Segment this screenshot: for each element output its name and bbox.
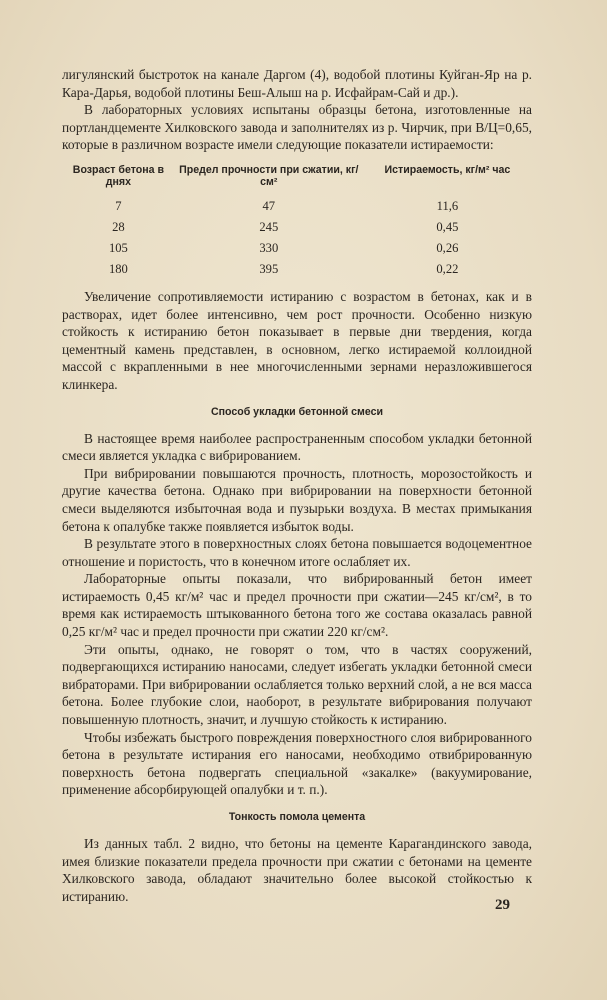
table-row [62, 259, 532, 280]
paragraph: Увеличение сопротивляемости истиранию с возрастом в бетонах, как и в растворах, идет более интенсивно, чем рост прочности. Особенно низкую стойкость к истиранию бетон показывает в первые дни твердения, когда цементный камень представлен, в основном, легко истираемой коллоидной массой с вкрапленными в нее многочисленными зернами неразложившегося клинкера. [62, 288, 532, 392]
paragraph: В результате этого в поверхностных слоях бетона повышается водоцементное отношение и пористость, что в конечном итоге ослабляет их. [62, 536, 532, 569]
paragraph: В лабораторных условиях испытаны образцы бетона, изготовленные на портландцементе Хилковского завода и заполнителях из р. Чирчик, при В/Ц=0,65, которые в различном возрасте имели следующие показатели истираемости: [62, 102, 532, 153]
table-row [62, 217, 532, 238]
table-cell: 11,6 [436, 198, 459, 213]
paragraph: Чтобы избежать быстрого повреждения поверхностного слоя вибрированного бетона в результате истирания его наносами, необходимо отвибрированную поверхность бетона подвергать специальной «закалке» (вакуумирование, применение абсорбирующей опалубки и т. п.). [62, 729, 532, 798]
abrasion-table [62, 164, 532, 280]
page-content [62, 66, 532, 905]
section-heading: Тонкость помола цемента [228, 811, 366, 823]
column-header-strength: Предел прочности при сжатии, кг/см² [179, 163, 359, 188]
paragraph: При вибрировании повышаются прочность, плотность, морозостойкость и другие качества бетона. Однако при вибрировании на поверхности бетонной смеси выделяются избыточная вода и пузырьки воздуха. В местах примыкания бетона к опалубке также появляется избыток воды. [62, 465, 532, 534]
table-cell: 0,45 [436, 219, 459, 234]
table-cell: 28 [112, 219, 125, 234]
paragraph: лигулянский быстроток на канале Даргом (4), водобой плотины Куйган-Яр на р. Кара-Дарья, водобой плотины Беш-Алыш на р. Исфайрам-Сай и др.). [62, 67, 532, 100]
table-cell: 0,22 [436, 261, 459, 276]
table-cell: 47 [262, 198, 276, 213]
paragraph: Эти опыты, однако, не говорят о том, что в частях сооружений, подвергающихся истиранию наносами, следует избегать укладки бетонной смеси вибраторами. При вибрировании ослабляется только верхний слой, а не вся масса бетона. Более глубокие слои, наоборот, в результате вибрирования получают повышенную плотность, значит, и лучшую стойкость к истиранию. [62, 641, 532, 728]
table-header-row [62, 164, 532, 196]
paragraph: Лабораторные опыты показали, что вибрированный бетон имеет истираемость 0,45 кг/м² час и предел прочности при сжатии—245 кг/см², в то время как истираемость штыкованного бетона того же состава оказалась равной 0,25 кг/м² час и предел прочности при сжатии 220 кг/см². [62, 571, 532, 640]
paragraph: Из данных табл. 2 видно, что бетоны на цементе Карагандинского завода, имея близкие показатели предела прочности при сжатии с бетонами на цементе Хилковского завода, обладают значительно более высокой стойкостью к истиранию. [62, 836, 532, 904]
column-header-abrasion: Истираемость, кг/м² час [384, 163, 511, 176]
table-row [62, 238, 532, 259]
table-cell: 395 [259, 261, 279, 276]
page-number: 29 [495, 897, 510, 913]
paragraph: В настоящее время наиболее распространенным способом укладки бетонной смеси является укладка с вибрированием. [62, 430, 532, 464]
column-header-age: Возраст бетона в днях [72, 163, 164, 188]
table-cell: 245 [259, 219, 279, 234]
table-cell: 330 [259, 240, 279, 255]
table-cell: 180 [108, 261, 128, 276]
section-heading: Способ укладки бетонной смеси [210, 405, 384, 418]
table-row [62, 196, 532, 217]
table-cell: 0,26 [436, 240, 459, 255]
table-cell: 7 [115, 198, 122, 213]
table-cell: 105 [108, 240, 128, 255]
